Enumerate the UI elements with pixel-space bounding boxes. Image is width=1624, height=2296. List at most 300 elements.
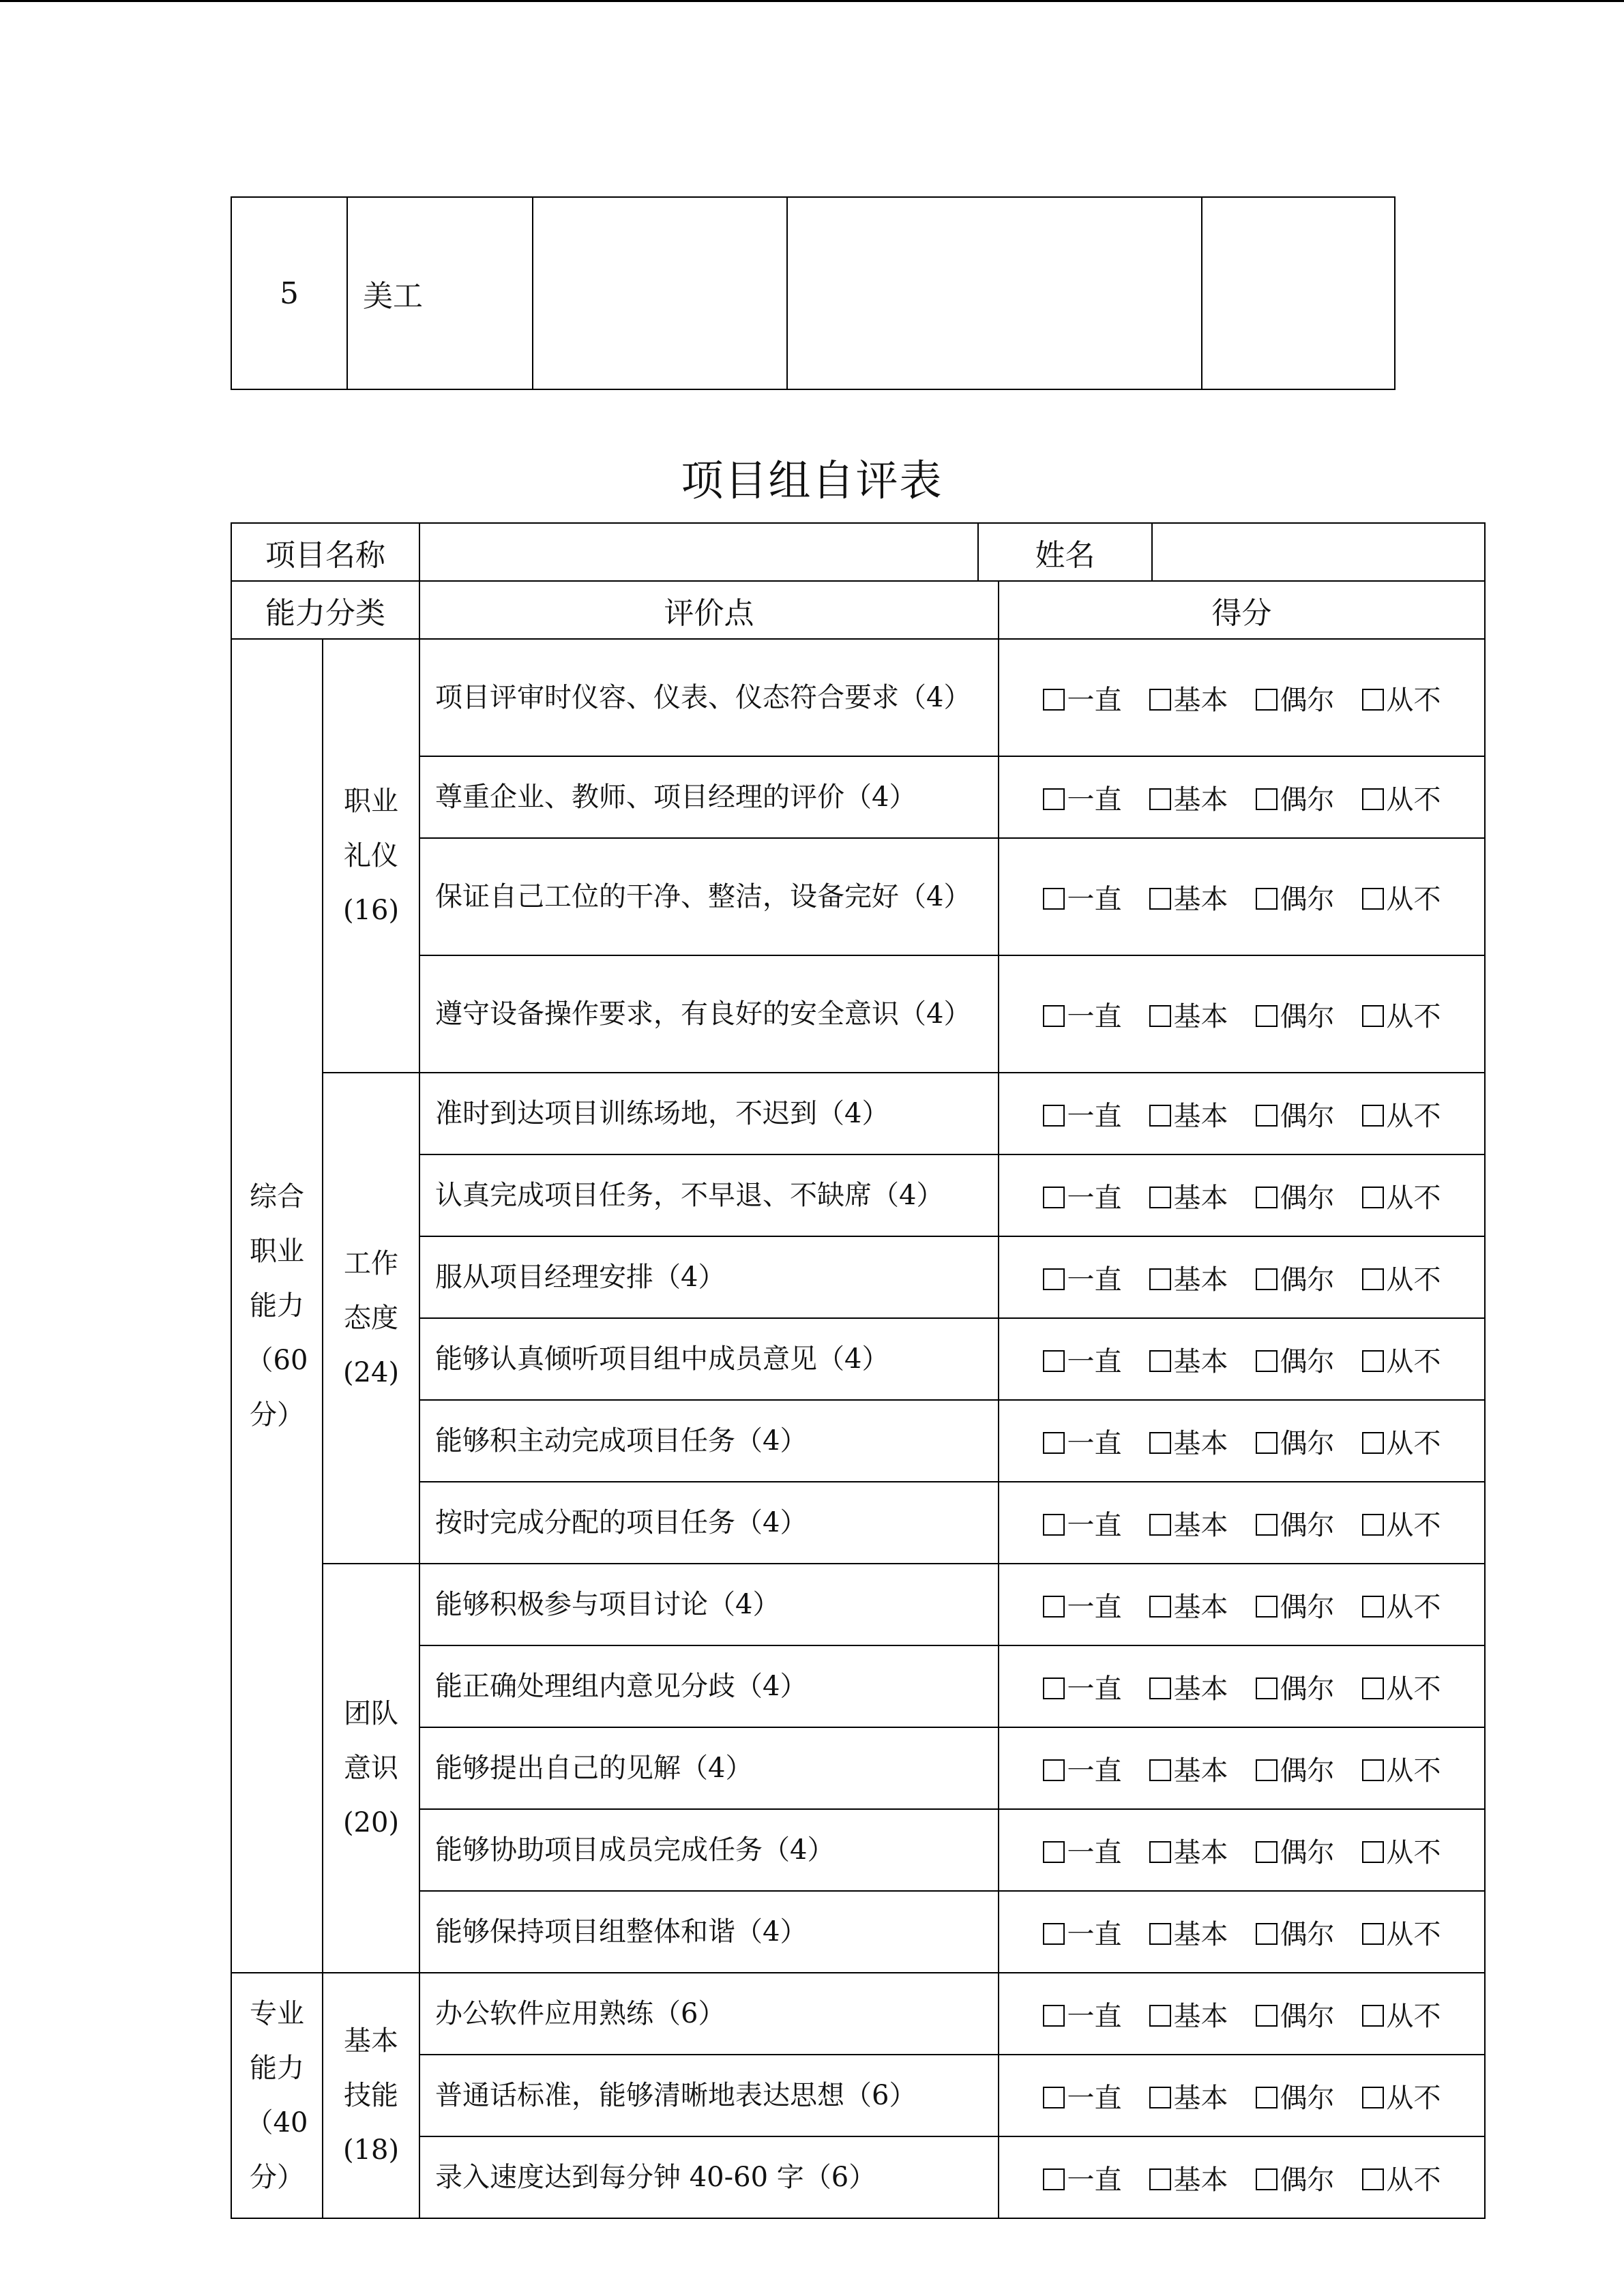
rating-option[interactable] [1362,1340,1441,1379]
category-label-line: 分） [250,1399,304,1431]
category-label-line: （40 [246,2107,308,2138]
checkbox-icon[interactable] [1043,1514,1065,1536]
checkbox-icon[interactable] [1149,1005,1171,1027]
checkbox-icon[interactable] [1256,1432,1278,1454]
rating-option[interactable] [1362,679,1441,717]
empty-cell [787,197,1202,389]
rating-option-label: 从不 [1386,2000,1441,2032]
evaluation-row [231,1564,1485,1645]
rating-option[interactable] [1256,2076,1335,2115]
checkbox-icon[interactable] [1149,1923,1171,1945]
rating-option[interactable] [1149,1422,1228,1461]
rating-option-label: 从不 [1386,1100,1441,1132]
header-row [231,581,1485,639]
rating-option-label: 基本 [1173,1182,1228,1214]
evaluation-point: 录入速度达到每分钟 40-60 字（6） [419,2136,999,2218]
subcategory-label [323,1973,419,2218]
checkbox-icon[interactable] [1256,1005,1278,1027]
checkbox-icon[interactable] [1043,1187,1065,1208]
checkbox-icon[interactable] [1149,1841,1171,1863]
empty-cell [1202,197,1395,389]
rating-option[interactable] [1256,1504,1335,1542]
subcategory-label-line: 团队 [344,1698,398,1729]
rating-option[interactable] [1149,1913,1228,1952]
rating-option-label: 一直 [1067,2000,1122,2032]
rating-option[interactable] [1256,1913,1335,1952]
rating-option[interactable] [1043,679,1122,717]
rating-option-label: 一直 [1067,1427,1122,1459]
checkbox-icon[interactable] [1362,1187,1384,1208]
checkbox-icon[interactable] [1149,2087,1171,2108]
checkbox-icon[interactable] [1149,1105,1171,1127]
evaluation-row [231,1891,1485,1973]
evaluation-row [231,838,1485,955]
subcategory-label [323,1073,419,1564]
checkbox-icon[interactable] [1043,1268,1065,1290]
category-label-line: 综合 [250,1181,304,1212]
checkbox-icon[interactable] [1149,788,1171,810]
rating-option-label: 偶尔 [1280,1509,1335,1541]
rating-option[interactable] [1256,1749,1335,1788]
rating-option[interactable] [1362,1831,1441,1870]
rating-option[interactable] [1149,2158,1228,2197]
rating-option[interactable] [1256,1995,1335,2033]
rating-option[interactable] [1043,878,1122,916]
rating-option[interactable] [1043,1176,1122,1215]
rating-option[interactable] [1362,878,1441,916]
checkbox-icon[interactable] [1043,2087,1065,2108]
rating-option-label: 偶尔 [1280,1345,1335,1377]
checkbox-icon[interactable] [1256,1678,1278,1699]
checkbox-icon[interactable] [1149,1187,1171,1208]
checkbox-icon[interactable] [1362,1268,1384,1290]
checkbox-icon[interactable] [1256,1187,1278,1208]
rating-options [999,1236,1485,1318]
rating-option-label: 偶尔 [1280,2000,1335,2032]
checkbox-icon[interactable] [1256,1514,1278,1536]
subcategory-label [323,1564,419,1973]
rating-option[interactable] [1043,1504,1122,1542]
rating-option[interactable] [1149,1749,1228,1788]
rating-option[interactable] [1149,878,1228,916]
rating-option[interactable] [1149,679,1228,717]
checkbox-icon[interactable] [1043,2005,1065,2027]
evaluation-point: 能够积主动完成项目任务（4） [419,1400,999,1482]
evaluation-point: 能够协助项目成员完成任务（4） [419,1809,999,1891]
rating-option[interactable] [1362,1258,1441,1297]
checkbox-icon[interactable] [1149,2005,1171,2027]
rating-option[interactable] [1362,2076,1441,2115]
rating-option[interactable] [1043,1831,1122,1870]
evaluation-point: 普通话标准，能够清晰地表达思想（6） [419,2055,999,2136]
checkbox-icon[interactable] [1362,788,1384,810]
project-name-row [231,523,1485,581]
evaluation-point: 项目评审时仪容、仪表、仪态符合要求（4） [419,639,999,756]
rating-options [999,1727,1485,1809]
checkbox-icon[interactable] [1043,1678,1065,1699]
rating-options [999,639,1485,756]
rating-option[interactable] [1362,1667,1441,1706]
rating-option-label: 基本 [1173,1591,1228,1623]
rating-options [999,838,1485,955]
checkbox-icon[interactable] [1362,888,1384,910]
rating-option[interactable] [1256,679,1335,717]
rating-option-label: 偶尔 [1280,1100,1335,1132]
checkbox-icon[interactable] [1256,2087,1278,2108]
page-title: 项目组自评表 [681,456,943,505]
category-label [231,639,323,1973]
checkbox-icon[interactable] [1043,689,1065,711]
rating-option[interactable] [1149,1258,1228,1297]
rating-option-label: 一直 [1067,1918,1122,1950]
checkbox-icon[interactable] [1043,1759,1065,1781]
rating-option[interactable] [1149,1667,1228,1706]
rating-option[interactable] [1043,1585,1122,1624]
rating-options [999,2136,1485,2218]
rating-option-label: 偶尔 [1280,2082,1335,2114]
rating-option[interactable] [1256,1831,1335,1870]
rating-option-label: 偶尔 [1280,1000,1335,1032]
evaluation-row [231,1809,1485,1891]
rating-options [999,2055,1485,2136]
project-name-field[interactable] [419,523,978,581]
checkbox-icon[interactable] [1362,2005,1384,2027]
rating-option-label: 一直 [1067,1755,1122,1787]
rating-option-label: 从不 [1386,1182,1441,1214]
rating-option[interactable] [1149,778,1228,817]
name-label: 姓名 [978,523,1152,581]
rating-option-label: 从不 [1386,2164,1441,2196]
evaluation-point: 能够积极参与项目讨论（4） [419,1564,999,1645]
rating-option[interactable] [1256,1340,1335,1379]
rating-options [999,1318,1485,1400]
rating-option-label: 偶尔 [1280,883,1335,915]
checkbox-icon[interactable] [1149,1432,1171,1454]
rating-option[interactable] [1043,1094,1122,1133]
rating-option[interactable] [1362,1749,1441,1788]
evaluation-point: 保证自己工位的干净、整洁，设备完好（4） [419,838,999,955]
rating-option-label: 偶尔 [1280,684,1335,716]
checkbox-icon[interactable] [1256,888,1278,910]
rating-option-label: 一直 [1067,1000,1122,1032]
rating-option-label: 偶尔 [1280,1918,1335,1950]
rating-option-label: 基本 [1173,684,1228,716]
rating-option[interactable] [1043,1258,1122,1297]
table-row [231,197,1395,389]
rating-option[interactable] [1362,1422,1441,1461]
checkbox-icon[interactable] [1256,1350,1278,1372]
rating-option-label: 从不 [1386,1427,1441,1459]
checkbox-icon[interactable] [1256,1268,1278,1290]
rating-option[interactable] [1256,778,1335,817]
rating-option[interactable] [1256,1258,1335,1297]
evaluation-row [231,1973,1485,2055]
checkbox-icon[interactable] [1256,2005,1278,2027]
checkbox-icon[interactable] [1256,1841,1278,1863]
checkbox-icon[interactable] [1149,888,1171,910]
checkbox-icon[interactable] [1043,888,1065,910]
evaluation-row [231,1318,1485,1400]
checkbox-icon[interactable] [1043,1841,1065,1863]
checkbox-icon[interactable] [1362,2087,1384,2108]
rating-option-label: 从不 [1386,784,1441,816]
rating-option-label: 从不 [1386,684,1441,716]
checkbox-icon[interactable] [1362,1841,1384,1863]
evaluation-point: 准时到达项目训练场地，不迟到（4） [419,1073,999,1154]
rating-option-label: 从不 [1386,1509,1441,1541]
rating-option[interactable] [1149,1995,1228,2033]
category-label [231,1973,323,2218]
checkbox-icon[interactable] [1043,788,1065,810]
score-header: 得分 [999,581,1485,639]
evaluation-point: 办公软件应用熟练（6） [419,1973,999,2055]
evaluation-row [231,1073,1485,1154]
rating-option-label: 一直 [1067,784,1122,816]
rating-option-label: 基本 [1173,1673,1228,1705]
rating-option[interactable] [1043,2158,1122,2197]
rating-option-label: 基本 [1173,2000,1228,2032]
rating-option-label: 从不 [1386,1000,1441,1032]
rating-option[interactable] [1043,1995,1122,2033]
rating-option[interactable] [1256,995,1335,1034]
rating-option-label: 从不 [1386,2082,1441,2114]
rating-option-label: 偶尔 [1280,1591,1335,1623]
checkbox-icon[interactable] [1362,1923,1384,1945]
checkbox-icon[interactable] [1362,1596,1384,1617]
category-label-line: 专业 [250,1998,304,2029]
rating-option[interactable] [1043,1667,1122,1706]
evaluation-point: 遵守设备操作要求，有良好的安全意识（4） [419,955,999,1073]
rating-option[interactable] [1362,995,1441,1034]
rating-option[interactable] [1149,1831,1228,1870]
rating-option-label: 偶尔 [1280,1182,1335,1214]
rating-option[interactable] [1043,2076,1122,2115]
rating-option-label: 基本 [1173,2164,1228,2196]
rating-option[interactable] [1362,778,1441,817]
evaluation-point: 按时完成分配的项目任务（4） [419,1482,999,1564]
checkbox-icon[interactable] [1043,1923,1065,1945]
rating-option[interactable] [1256,1667,1335,1706]
checkbox-icon[interactable] [1149,1678,1171,1699]
rating-option-label: 从不 [1386,1345,1441,1377]
rating-options [999,756,1485,838]
rating-option-label: 偶尔 [1280,1836,1335,1868]
evaluation-point: 能正确处理组内意见分歧（4） [419,1645,999,1727]
checkbox-icon[interactable] [1149,689,1171,711]
rating-option[interactable] [1043,995,1122,1034]
rating-option-label: 基本 [1173,1427,1228,1459]
rating-options [999,1645,1485,1727]
rating-option[interactable] [1256,1176,1335,1215]
evaluation-point: 能够认真倾听项目组中成员意见（4） [419,1318,999,1400]
subcategory-label-line: 技能 [344,2080,398,2111]
rating-option-label: 基本 [1173,1345,1228,1377]
subcategory-label-line: 礼仪 [344,840,398,871]
rating-option-label: 从不 [1386,1264,1441,1296]
rating-option-label: 基本 [1173,1000,1228,1032]
rating-option-label: 一直 [1067,1264,1122,1296]
checkbox-icon[interactable] [1149,1759,1171,1781]
rating-option[interactable] [1149,1176,1228,1215]
name-field[interactable] [1152,523,1485,581]
category-label-line: 职业 [250,1236,304,1267]
checkbox-icon[interactable] [1149,1514,1171,1536]
rating-options [999,1073,1485,1154]
rating-option[interactable] [1043,778,1122,817]
checkbox-icon[interactable] [1043,1432,1065,1454]
subcategory-label-line: (24) [342,1357,400,1388]
rating-option-label: 从不 [1386,1673,1441,1705]
rating-option-label: 一直 [1067,1673,1122,1705]
evaluation-row [231,639,1485,756]
evaluation-point: 服从项目经理安排（4） [419,1236,999,1318]
rating-option[interactable] [1149,1340,1228,1379]
evaluation-row [231,1236,1485,1318]
checkbox-icon[interactable] [1362,1678,1384,1699]
rating-option-label: 偶尔 [1280,1755,1335,1787]
checkbox-icon[interactable] [1256,1923,1278,1945]
subcategory-label-line: 基本 [344,2025,398,2057]
rating-option-label: 基本 [1173,2082,1228,2114]
rating-option-label: 一直 [1067,2082,1122,2114]
rating-option[interactable] [1362,2158,1441,2197]
checkbox-icon[interactable] [1362,689,1384,711]
rating-option-label: 基本 [1173,1836,1228,1868]
rating-option[interactable] [1149,995,1228,1034]
evaluation-row [231,1154,1485,1236]
rating-option-label: 从不 [1386,883,1441,915]
subcategory-label-line: 意识 [344,1753,398,1784]
rating-option[interactable] [1256,1094,1335,1133]
evaluation-point: 能够提出自己的见解（4） [419,1727,999,1809]
checkbox-icon[interactable] [1043,1350,1065,1372]
rating-option[interactable] [1362,1995,1441,2033]
rating-option-label: 从不 [1386,1591,1441,1623]
rating-option[interactable] [1256,2158,1335,2197]
rating-option-label: 基本 [1173,1100,1228,1132]
rating-option-label: 一直 [1067,684,1122,716]
rating-option[interactable] [1043,1340,1122,1379]
rating-option[interactable] [1256,1585,1335,1624]
checkbox-icon[interactable] [1362,1759,1384,1781]
rating-option[interactable] [1149,1504,1228,1542]
rating-option-label: 基本 [1173,1264,1228,1296]
checkbox-icon[interactable] [1362,1105,1384,1127]
rating-option[interactable] [1362,1585,1441,1624]
checkbox-icon[interactable] [1256,1759,1278,1781]
rating-options [999,955,1485,1073]
rating-options [999,1154,1485,1236]
rating-option-label: 基本 [1173,1755,1228,1787]
rating-option[interactable] [1256,1422,1335,1461]
checkbox-icon[interactable] [1256,1596,1278,1617]
rating-options [999,1809,1485,1891]
rating-option[interactable] [1043,1422,1122,1461]
checkbox-icon[interactable] [1256,1105,1278,1127]
subcategory-label-line: (18) [342,2134,400,2166]
rating-option[interactable] [1149,2076,1228,2115]
subcategory-label [323,639,419,1073]
rating-option[interactable] [1362,1504,1441,1542]
category-label-line: 分） [250,2162,304,2193]
rating-option[interactable] [1256,878,1335,916]
rating-option-label: 一直 [1067,1591,1122,1623]
checkbox-icon[interactable] [1256,689,1278,711]
subcategory-label-line: (16) [342,895,400,926]
evaluation-point: 能够保持项目组整体和谐（4） [419,1891,999,1973]
category-label-line: （60 [246,1345,308,1376]
checkbox-icon[interactable] [1043,1005,1065,1027]
evaluation-row [231,2055,1485,2136]
self-evaluation-table [231,522,1486,2219]
checkbox-icon[interactable] [1149,1350,1171,1372]
checkbox-icon[interactable] [1362,1350,1384,1372]
checkbox-icon[interactable] [1362,1514,1384,1536]
rating-option[interactable] [1362,1176,1441,1215]
rating-option-label: 从不 [1386,1836,1441,1868]
rating-option-label: 一直 [1067,1345,1122,1377]
rating-option-label: 一直 [1067,1509,1122,1541]
evaluation-point: 尊重企业、教师、项目经理的评价（4） [419,756,999,838]
rating-option[interactable] [1362,1094,1441,1133]
checkbox-icon[interactable] [1043,2168,1065,2190]
rating-option[interactable] [1043,1913,1122,1952]
rating-option[interactable] [1149,1094,1228,1133]
evaluation-row [231,756,1485,838]
evaluation-row [231,1482,1485,1564]
empty-cell [533,197,787,389]
checkbox-icon[interactable] [1149,1268,1171,1290]
rating-option-label: 偶尔 [1280,2164,1335,2196]
checkbox-icon[interactable] [1043,1105,1065,1127]
checkbox-icon[interactable] [1362,1432,1384,1454]
evaluation-row [231,2136,1485,2218]
subcategory-label-line: 工作 [344,1248,398,1279]
evaluation-point: 认真完成项目任务，不早退、不缺席（4） [419,1154,999,1236]
checkbox-icon[interactable] [1149,1596,1171,1617]
subcategory-label-line: 职业 [344,786,398,817]
subcategory-label-line: (20) [342,1807,400,1838]
checkbox-icon[interactable] [1362,2168,1384,2190]
rating-option-label: 基本 [1173,784,1228,816]
row-number: 5 [231,197,347,389]
checkbox-icon[interactable] [1362,1005,1384,1027]
category-label-line: 能力 [250,1290,304,1322]
rating-option[interactable] [1362,1913,1441,1952]
rating-option-label: 基本 [1173,883,1228,915]
project-name-label: 项目名称 [231,523,419,581]
checkbox-icon[interactable] [1043,1596,1065,1617]
rating-options [999,1564,1485,1645]
rating-option[interactable] [1043,1749,1122,1788]
rating-option[interactable] [1149,1585,1228,1624]
checkbox-icon[interactable] [1149,2168,1171,2190]
rating-options [999,1973,1485,2055]
rating-option-label: 一直 [1067,1182,1122,1214]
subcategory-label-line: 态度 [344,1302,398,1334]
page-top-border [0,0,1624,2]
rating-option-label: 从不 [1386,1918,1441,1950]
rating-option-label: 一直 [1067,1100,1122,1132]
rating-options [999,1891,1485,1973]
checkbox-icon[interactable] [1256,2168,1278,2190]
previous-table-fragment [231,196,1396,390]
category-label-line: 能力 [250,2053,304,2084]
rating-option-label: 偶尔 [1280,1427,1335,1459]
checkbox-icon[interactable] [1256,788,1278,810]
evaluation-row [231,1727,1485,1809]
rating-option-label: 偶尔 [1280,1264,1335,1296]
